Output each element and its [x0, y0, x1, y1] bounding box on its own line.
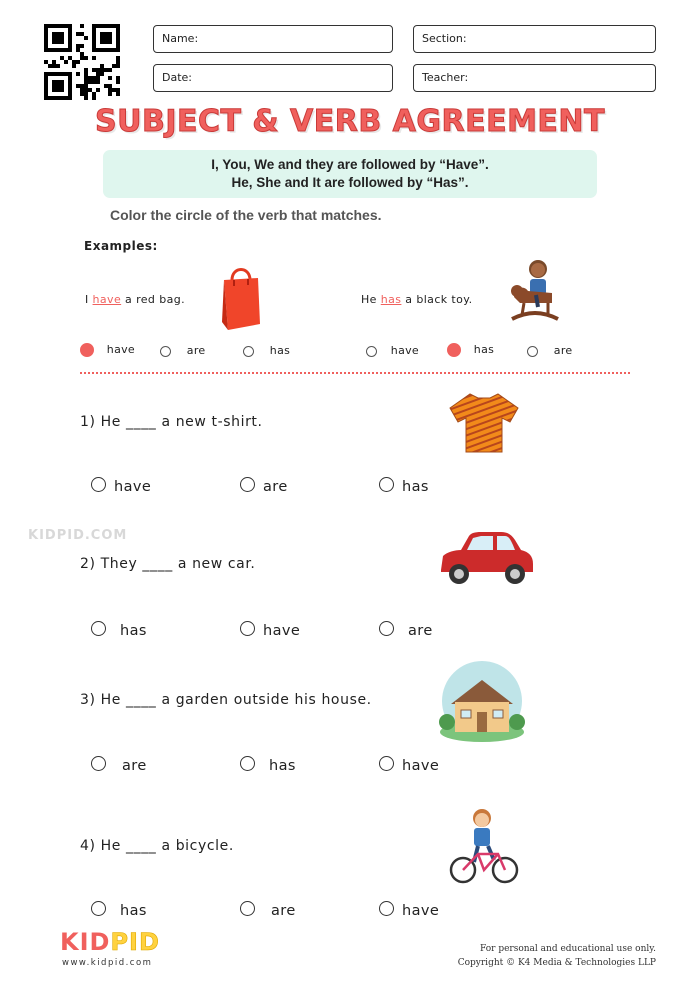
radio-icon[interactable] [240, 901, 255, 916]
tshirt-icon [448, 390, 520, 460]
kidpid-logo [60, 928, 160, 956]
radio-icon[interactable] [379, 621, 394, 636]
examples-label: Examples: [84, 239, 158, 253]
watermark: KIDPID.COM [28, 528, 128, 543]
rule-line-1: I, You, We and they are followed by “Have”. [211, 157, 489, 172]
option-label: are [271, 903, 296, 919]
example-2-option-have[interactable] [366, 344, 419, 357]
radio-icon[interactable] [91, 621, 106, 636]
question-4-option-3[interactable] [379, 901, 439, 919]
teacher-label: Teacher: [422, 71, 469, 84]
option-label: are [553, 344, 573, 357]
example-2-verb: has [380, 293, 402, 306]
date-field[interactable] [153, 64, 393, 92]
radio-icon[interactable] [160, 346, 171, 357]
question-3-option-1[interactable] [91, 756, 147, 774]
copyright-footer [458, 942, 656, 970]
example-1-verb: have [92, 293, 122, 306]
rule-line-2: He, She and It are followed by “Has”. [231, 175, 469, 190]
option-label: have [106, 343, 135, 356]
radio-icon[interactable] [379, 756, 394, 771]
rule-box [103, 150, 597, 198]
example-1-option-are[interactable] [160, 344, 206, 357]
radio-icon[interactable] [240, 477, 255, 492]
radio-icon[interactable] [527, 346, 538, 357]
example-1-option-have[interactable] [80, 343, 135, 357]
name-label: Name: [162, 32, 199, 45]
website-text: www.kidpid.com [62, 958, 153, 968]
section-field[interactable] [413, 25, 656, 53]
teacher-field[interactable] [413, 64, 656, 92]
page-title: SUBJECT & VERB AGREEMENT [95, 104, 605, 139]
footer-line-2: Copyright © K4 Media & Technologies LLP [457, 958, 656, 968]
radio-icon[interactable] [91, 756, 106, 771]
option-label: has [402, 479, 429, 495]
rocking-horse-icon [508, 257, 560, 329]
date-label: Date: [162, 71, 192, 84]
option-label: are [408, 623, 433, 639]
example-1-pre: I [85, 293, 93, 306]
question-4-text: 4) He ____ a bicycle. [80, 838, 234, 854]
car-icon [435, 528, 535, 590]
logo-part-2: PID [110, 928, 160, 956]
question-3-option-2[interactable] [240, 756, 296, 774]
footer-line-1: For personal and educational use only. [480, 944, 656, 954]
question-1-option-1[interactable] [91, 477, 151, 495]
option-label: are [186, 344, 206, 357]
option-label: have [402, 758, 440, 774]
bicycle-icon [448, 806, 520, 892]
question-3-text: 3) He ____ a garden outside his house. [80, 692, 372, 708]
question-1-option-3[interactable] [379, 477, 429, 495]
red-bag-icon [220, 262, 262, 336]
question-2-text: 2) They ____ a new car. [80, 556, 256, 572]
question-3-option-3[interactable] [379, 756, 439, 774]
radio-icon[interactable] [379, 477, 394, 492]
option-label: are [122, 758, 147, 774]
option-label: has [269, 344, 291, 357]
example-sentence-1 [85, 293, 185, 306]
name-field[interactable] [153, 25, 393, 53]
radio-icon[interactable] [91, 901, 106, 916]
radio-selected-icon[interactable] [80, 343, 94, 357]
option-label: has [120, 903, 147, 919]
logo-part-1: KID [60, 928, 111, 956]
example-2-option-has[interactable] [447, 343, 494, 357]
example-1-post: a red bag. [121, 293, 186, 306]
example-2-option-are[interactable] [527, 344, 573, 357]
example-1-option-has[interactable] [243, 344, 290, 357]
section-label: Section: [422, 32, 467, 45]
option-label: have [263, 623, 301, 639]
radio-icon[interactable] [240, 756, 255, 771]
radio-icon[interactable] [243, 346, 254, 357]
option-label: has [473, 343, 495, 356]
option-label: has [120, 623, 147, 639]
question-4-option-1[interactable] [91, 901, 147, 919]
example-sentence-2 [361, 293, 473, 306]
qr-code-icon [44, 24, 120, 100]
radio-icon[interactable] [379, 901, 394, 916]
radio-icon[interactable] [240, 621, 255, 636]
instruction-text: Color the circle of the verb that matches. [110, 207, 382, 223]
divider [80, 372, 630, 374]
example-2-post: a black toy. [401, 293, 473, 306]
question-2-option-1[interactable] [91, 621, 147, 639]
option-label: have [402, 903, 440, 919]
example-2-pre: He [361, 293, 381, 306]
question-4-option-2[interactable] [240, 901, 296, 919]
option-label: are [263, 479, 288, 495]
question-2-option-3[interactable] [379, 621, 433, 639]
radio-icon[interactable] [366, 346, 377, 357]
question-2-option-2[interactable] [240, 621, 300, 639]
house-icon [437, 660, 527, 746]
radio-selected-icon[interactable] [447, 343, 461, 357]
option-label: have [390, 344, 419, 357]
option-label: have [114, 479, 152, 495]
question-1-text: 1) He ____ a new t-shirt. [80, 414, 263, 430]
radio-icon[interactable] [91, 477, 106, 492]
option-label: has [269, 758, 296, 774]
question-1-option-2[interactable] [240, 477, 288, 495]
